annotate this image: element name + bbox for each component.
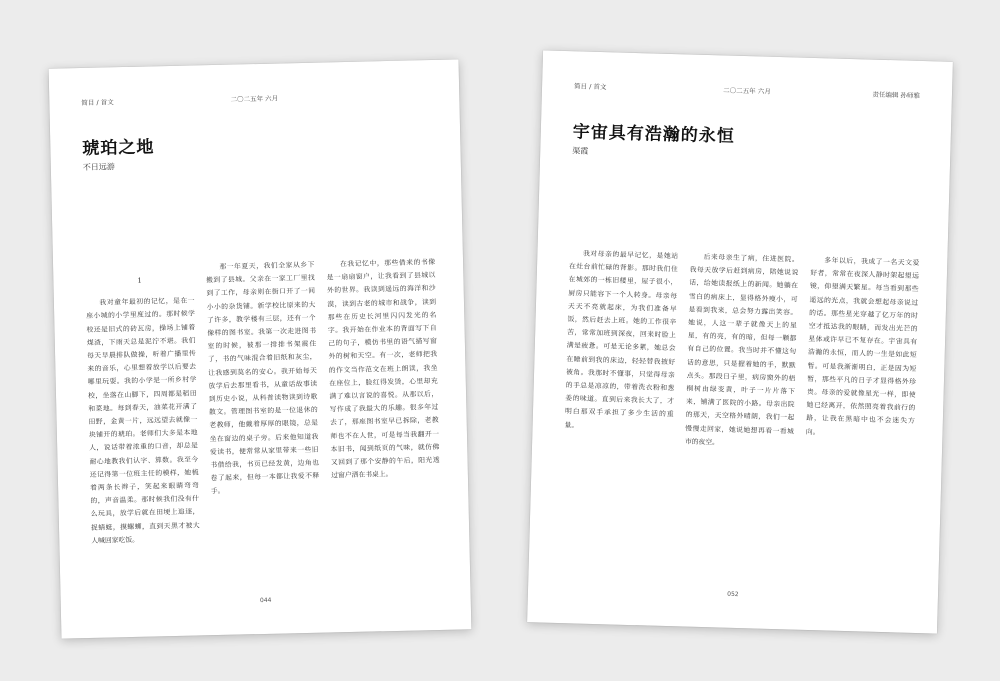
paragraph: 我对母亲的最早记忆，是她站在灶台前忙碌的背影。那时我们住在城郊的一栋旧楼里，屋子很小，厨房只能容下一个人转身。母亲每天天不亮就起床，为我们准备早饭，然后赶去上班。她的工作很辛苦，常常加班到深夜，回来时脸上满是疲惫。可是无论多累，她总会在睡前到我的床边，轻轻替我掖好被角。我那时不懂事，只觉得母亲的手总是凉凉的，带着洗衣粉和葱姜的味道。直到后来我长大了，才明白那双手承担了多少生活的重量。 (564, 249, 679, 430)
paragraph: 在我记忆中，那些借来的书像是一扇扇窗户，让我看到了县城以外的世界。我读到遥远的海洋和沙漠，读到古老的城市和战争，读到那些在历史长河里闪闪发光的名字。我开始在作业本的背面写下自己的句子，模仿书里的语气描写窗外的树和天空。有一次，老师把我的作文当作范文在班上朗读，我坐在座位上，脸红得发烫，心里却充满了难以言说的喜悦。从那以后，写作成了我最大的乐趣。很多年过去了，那座图书室早已拆除，老教师也不在人世，可是每当我翻开一本旧书，闻到纸页的气味，就仿佛又回到了那个安静的午后，阳光透过窗户洒在书桌上。 (326, 258, 440, 480)
paragraph: 后来母亲生了病，住进医院。我每天放学后赶到病房，陪她说说话，给她读报纸上的新闻。她躺在雪白的病床上，显得格外瘦小，可是看到我来，总会努力露出笑容。她说，人这一辈子就像天上的星星，有的亮，有的暗，但每一颗都有自己的位置。我当时并不懂这句话的意思，只是握着她的手，默默点头。那段日子里，病房窗外的梧桐树由绿变黄，叶子一片片落下来，铺满了医院的小路。母亲出院的那天，天空格外晴朗，我们一起慢慢走回家，她说她想再看一看城市的夜空。 (684, 252, 799, 447)
text-column-2 (681, 251, 799, 584)
text-column-3 (326, 256, 442, 588)
text-column-1 (560, 247, 678, 580)
page-header (81, 90, 427, 110)
paragraph: 多年以后，我成了一名天文爱好者，常常在夜深人静时架起望远镜，仰望满天繁星。每当看到那些遥远的光点，我就会想起母亲说过的话。那些星光穿越了亿万年的时空才抵达我的眼睛，而发出光芒的星体或许早已不复存在。宇宙具有浩瀚的永恒，而人的一生是如此短暂。可是我渐渐明白，正是因为短暂，那些平凡的日子才显得格外珍贵。母亲的爱就像星光一样，即使她已经离开，依然照亮着我前行的路，让我在黑暗中也不会迷失方向。 (805, 256, 920, 436)
section-number: 1 (137, 276, 143, 285)
paragraph: 那一年夏天，我们全家从乡下搬到了县城。父亲在一家工厂里找到了工作，母亲则在街口开了一间小小的杂货铺。新学校比原来的大了许多，教学楼有三层，还有一个像样的图书室。我第一次走进图书室的时候，被那一排排书架震住了，书的气味混合着旧纸和灰尘，让我感到莫名的安心。我开始每天放学后去那里看书，从童话故事读到历史小说，从科普读物读到诗歌散文。管理图书室的是一位退休的老教师，他戴着厚厚的眼镜，总是坐在窗边的桌子旁。后来他知道我爱读书，便常常从家里带来一些旧书借给我，书页已经发黄，边角也卷了起来，但每一本都让我爱不释手。 (206, 260, 320, 496)
header-date: 二〇二五年 六月 (723, 86, 771, 96)
text-column-3 (802, 254, 920, 587)
header-editor: 责任编辑 孙师雅 (872, 90, 921, 100)
article-title: 琥珀之地 (82, 137, 155, 159)
page-number: 044 (259, 596, 272, 605)
text-column-2 (206, 259, 322, 591)
paragraph: 我对童年最初的记忆，是在一座小城的小学里度过的。那时候学校还是旧式的砖瓦房，操场上铺着煤渣，下雨天总是泥泞不堪。我们每天早晨排队做操，听着广播里传来的音乐，心里想着放学以后要去哪里玩耍。我的小学是一所乡村学校，坐落在山脚下，四周都是稻田和菜地。每到春天，油菜花开满了田野，金黄一片，远远望去就像一块铺开的琥珀。老师们大多是本地人，说话带着浓重的口音，却总是耐心地教我们认字、算数。我至今还记得第一位班主任的模样，她梳着两条长辫子，笑起来眼睛弯弯的，声音温柔。那时候我们没有什么玩具，放学后就在田埂上追逐，捉蜻蜓，摸螺蛳，直到天黑才被大人喊回家吃饭。 (86, 296, 200, 545)
article-body (560, 247, 919, 587)
header-section: 简目 / 首文 (81, 98, 114, 107)
right-magazine-page (527, 50, 953, 633)
article-author: 渠霞 (572, 146, 589, 156)
header-section: 简目 / 首文 (573, 82, 607, 92)
article-title: 宇宙具有浩瀚的永恒 (572, 122, 736, 147)
page-number: 052 (727, 590, 739, 599)
article-body (85, 256, 442, 594)
header-date: 二〇二五年 六月 (230, 94, 279, 104)
page-header (574, 81, 920, 103)
article-author: 不日远游 (82, 162, 115, 172)
left-magazine-page (49, 59, 472, 638)
text-column-1 (85, 261, 201, 593)
